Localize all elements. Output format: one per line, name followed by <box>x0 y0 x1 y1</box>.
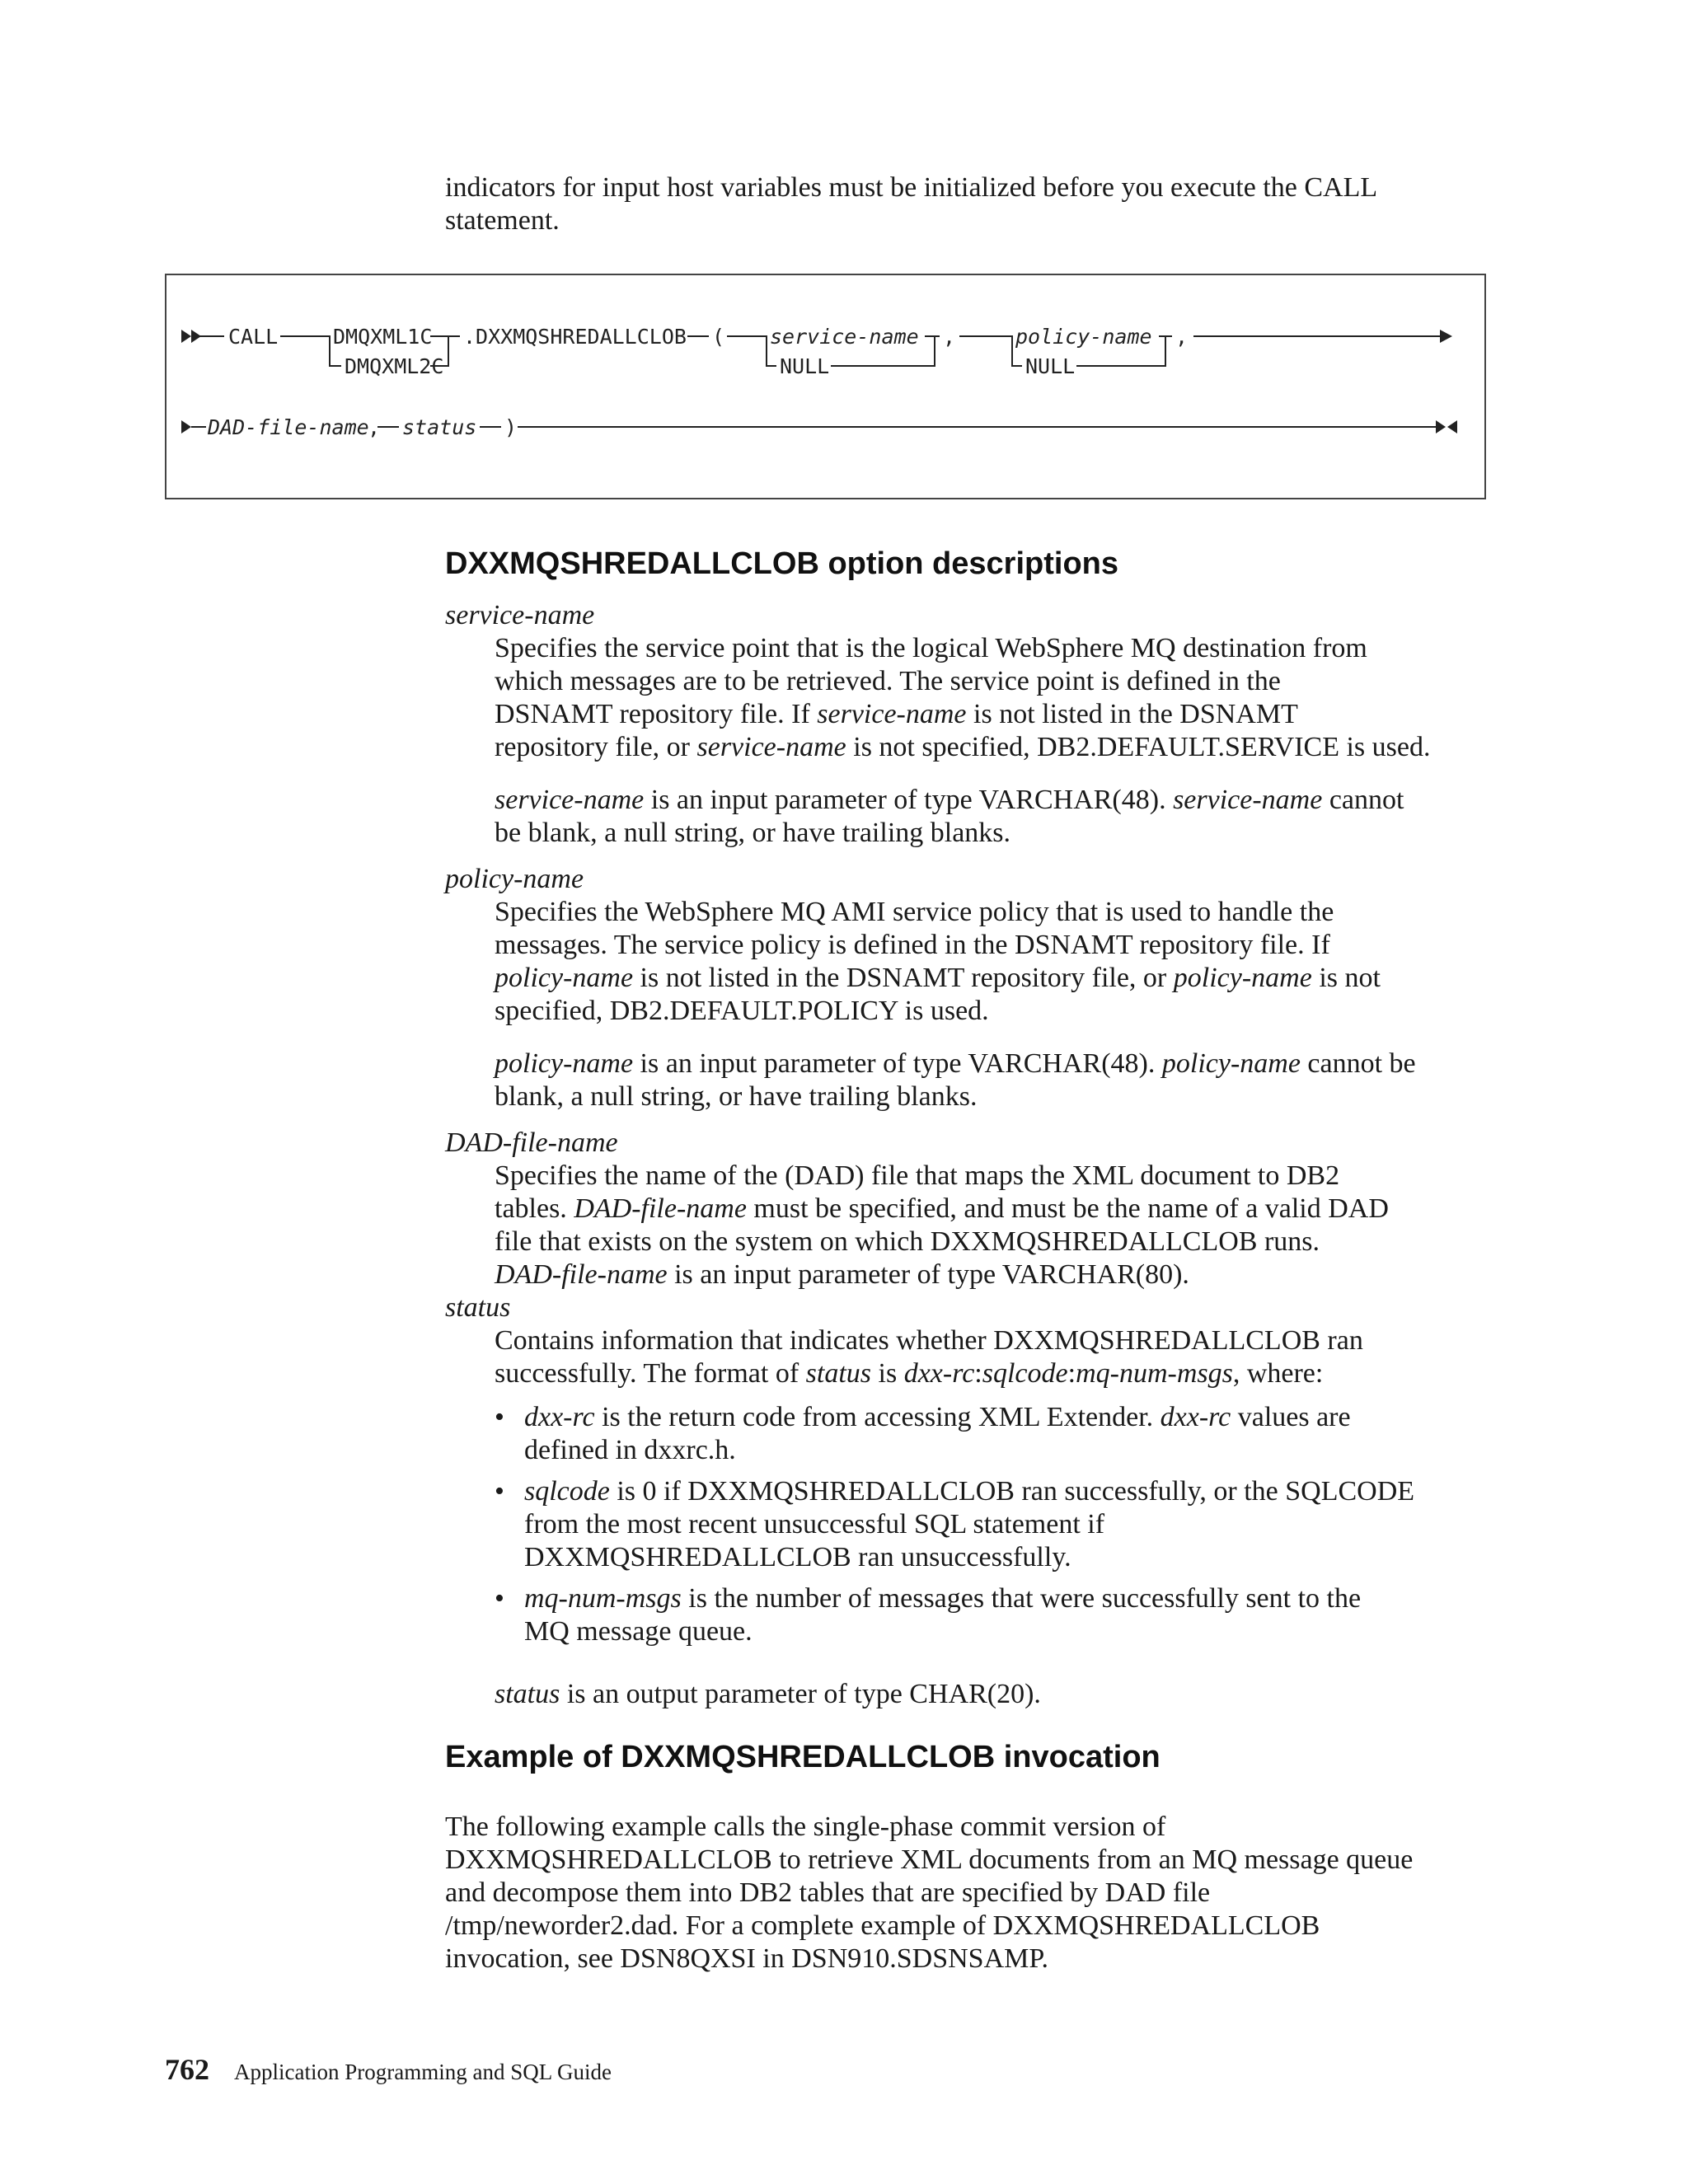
bullet-icon: • <box>495 1583 504 1614</box>
syntax-diagram-svg <box>166 275 1488 501</box>
bullet-1c: dxx-rc <box>1160 1402 1231 1432</box>
dad-desc-line-2c: must be specified, and must be the name of a valid DAD <box>746 1193 1389 1224</box>
syntax-procedure-name: .DXXMQSHREDALLCLOB <box>463 325 687 349</box>
section-heading-options: DXXMQSHREDALLCLOB option descriptions <box>445 546 1118 581</box>
syntax-call-keyword: CALL <box>228 325 279 349</box>
status-type-1a: status <box>495 1679 560 1709</box>
service-desc-line-2: which messages are to be retrieved. The service point is defined in the <box>495 666 1281 696</box>
dad-desc-line-4b: is an input parameter of type VARCHAR(80). <box>667 1259 1189 1290</box>
service-desc-line-4a: repository file, or <box>495 732 697 762</box>
policy-name-type <box>495 1047 1496 1113</box>
syntax-service-null: NULL <box>780 354 830 378</box>
bullet-3b: is the number of messages that were successfully sent to the <box>681 1583 1362 1614</box>
policy-type-1d: cannot be <box>1300 1048 1416 1079</box>
example-line-2: DXXMQSHREDALLCLOB to retrieve XML documents from an MQ message queue <box>445 1844 1414 1875</box>
bullet-1b: is the return code from accessing XML Extender. <box>594 1402 1160 1432</box>
syntax-comma-2: , <box>1175 325 1189 349</box>
status-desc-line-2a: successfully. The format of <box>495 1358 806 1389</box>
status-desc-line-2b: status <box>805 1358 872 1389</box>
syntax-open-paren: ( <box>712 325 725 349</box>
service-type-1d: cannot <box>1322 785 1404 815</box>
policy-type-2: blank, a null string, or have trailing blanks. <box>495 1081 978 1112</box>
policy-desc-line-3a: policy-name <box>495 963 634 993</box>
status-type-1b: is an output parameter of type CHAR(20). <box>560 1679 1041 1709</box>
bullet-1d: values are <box>1231 1402 1351 1432</box>
syntax-comma-3: , <box>368 415 381 439</box>
policy-desc-line-3b: is not listed in the DSNAMT repository file, or <box>633 963 1174 993</box>
syntax-schema-1-label: DMQXML1C <box>333 325 433 349</box>
status-format-mq-num-msgs: mq-num-msgs <box>1076 1358 1233 1389</box>
bullet-2a: sqlcode <box>524 1476 610 1507</box>
book-title: Application Programming and SQL Guide <box>234 2060 612 2084</box>
policy-type-1b: is an input parameter of type VARCHAR(48). <box>633 1048 1162 1079</box>
syntax-schema-2-label: DMQXML2C <box>345 354 444 378</box>
status-format-dxx-rc: dxx-rc <box>903 1358 975 1389</box>
list-item <box>495 1401 1496 1467</box>
policy-desc-line-3c: policy-name <box>1173 963 1312 993</box>
syntax-service-name: service-name <box>770 325 919 349</box>
syntax-close-paren: ) <box>504 415 518 439</box>
dad-desc-line-1: Specifies the name of the (DAD) file that maps the XML document to DB2 <box>495 1160 1340 1191</box>
syntax-comma-1: , <box>943 325 956 349</box>
bullet-2d: DXXMQSHREDALLCLOB ran unsuccessfully. <box>524 1542 1071 1572</box>
dad-desc-line-2b: DAD-file-name <box>574 1193 747 1224</box>
syntax-policy-name: policy-name <box>1015 325 1152 349</box>
bullet-icon: • <box>495 1476 504 1507</box>
policy-desc-line-3d: is not <box>1311 963 1381 993</box>
service-desc-line-3a: DSNAMT repository file. If <box>495 699 818 729</box>
example-line-5: invocation, see DSN8QXSI in DSN910.SDSNSAMP. <box>445 1943 1049 1974</box>
policy-desc-line-4: specified, DB2.DEFAULT.POLICY is used. <box>495 996 989 1026</box>
policy-desc-line-1: Specifies the WebSphere MQ AMI service policy that is used to handle the <box>495 897 1334 927</box>
service-name-type <box>495 784 1496 850</box>
service-desc-line-4b: service-name <box>696 732 846 762</box>
policy-name-description <box>495 896 1496 1028</box>
service-desc-line-1: Specifies the service point that is the logical WebSphere MQ destination from <box>495 633 1367 663</box>
syntax-status: status <box>402 415 477 439</box>
dad-file-name-description <box>495 1160 1496 1291</box>
example-line-4: /tmp/neworder2.dad. For a complete example of DXXMQSHREDALLCLOB <box>445 1910 1320 1941</box>
status-type <box>495 1678 1496 1711</box>
service-type-1a: service-name <box>495 785 645 815</box>
intro-paragraph <box>445 171 1492 237</box>
status-format-sqlcode: sqlcode <box>982 1358 1068 1389</box>
bullet-2c: from the most recent unsuccessful SQL statement if <box>524 1509 1105 1540</box>
term-policy-name: policy-name <box>445 864 584 894</box>
dad-desc-line-3: file that exists on the system on which DXXMQSHREDALLCLOB runs. <box>495 1226 1320 1257</box>
bullet-3a: mq-num-msgs <box>524 1583 682 1614</box>
page-footer <box>165 2052 612 2087</box>
bullet-icon: • <box>495 1402 504 1432</box>
section-heading-example: Example of DXXMQSHREDALLCLOB invocation <box>445 1740 1160 1774</box>
bullet-1a: dxx-rc <box>524 1402 595 1432</box>
term-dad-file-name: DAD-file-name <box>445 1127 618 1158</box>
service-type-2: be blank, a null string, or have trailing blanks. <box>495 818 1011 848</box>
policy-type-1a: policy-name <box>495 1048 634 1079</box>
intro-line-2: statement. <box>445 205 560 236</box>
example-paragraph <box>445 1811 1492 1975</box>
intro-line-1: indicators for input host variables must be initialized before you execute the CALL <box>445 172 1378 203</box>
list-item <box>495 1475 1496 1574</box>
syntax-diagram <box>165 274 1486 499</box>
service-desc-line-3b: service-name <box>817 699 967 729</box>
list-item <box>495 1582 1496 1648</box>
service-desc-line-3c: is not listed in the DSNAMT <box>966 699 1298 729</box>
syntax-policy-null: NULL <box>1025 354 1076 378</box>
status-desc-line-1: Contains information that indicates whether DXXMQSHREDALLCLOB ran <box>495 1325 1363 1356</box>
syntax-dad-file-name: DAD-file-name <box>208 415 369 439</box>
status-desc-line-2c: is <box>871 1358 904 1389</box>
example-line-3: and decompose them into DB2 tables that are specified by DAD file <box>445 1877 1211 1908</box>
policy-type-1c: policy-name <box>1161 1048 1301 1079</box>
term-status: status <box>445 1292 511 1323</box>
status-format-sep-1: : <box>974 1358 982 1389</box>
bullet-2b: is 0 if DXXMQSHREDALLCLOB ran successfully, or the SQLCODE <box>609 1476 1415 1507</box>
service-type-1c: service-name <box>1173 785 1323 815</box>
bullet-1e: defined in dxxrc.h. <box>524 1435 736 1465</box>
status-bullet-list <box>495 1401 1496 1657</box>
page-number: 762 <box>165 2053 209 2086</box>
bullet-3c: MQ message queue. <box>524 1616 753 1647</box>
service-name-description <box>495 632 1496 764</box>
example-line-1: The following example calls the single-phase commit version of <box>445 1811 1166 1842</box>
dad-desc-line-2a: tables. <box>495 1193 574 1224</box>
service-type-1b: is an input parameter of type VARCHAR(48). <box>644 785 1174 815</box>
term-service-name: service-name <box>445 600 595 630</box>
policy-desc-line-2: messages. The service policy is defined in the DSNAMT repository file. If <box>495 930 1330 960</box>
status-desc-line-2i: , where: <box>1232 1358 1324 1389</box>
service-desc-line-4c: is not specified, DB2.DEFAULT.SERVICE is used. <box>846 732 1431 762</box>
status-format-sep-2: : <box>1067 1358 1076 1389</box>
status-description <box>495 1324 1496 1390</box>
dad-desc-line-4a: DAD-file-name <box>495 1259 668 1290</box>
